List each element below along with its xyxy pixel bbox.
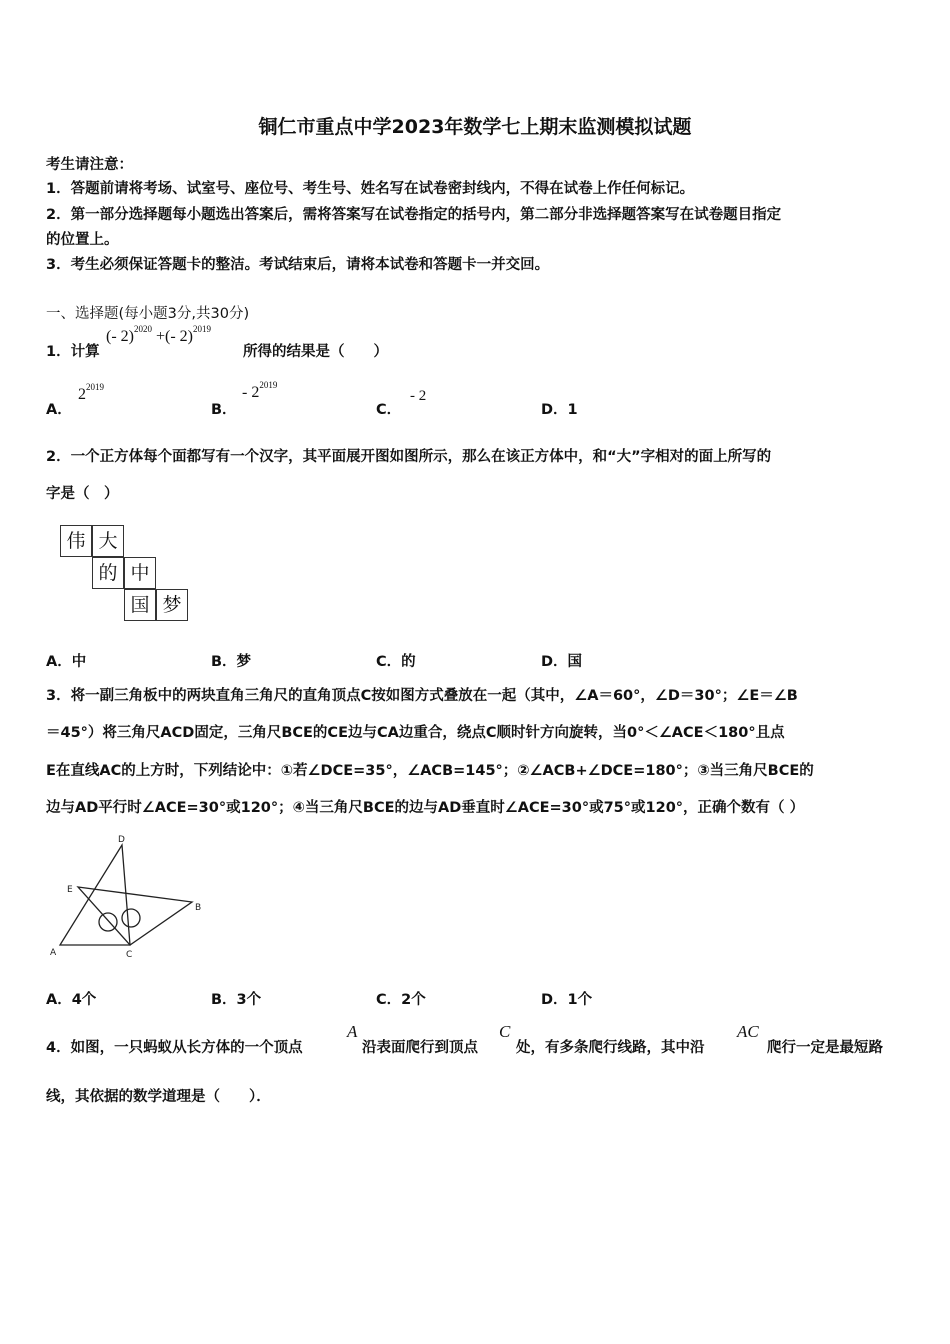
q1-option-a-label: A． (46, 402, 72, 418)
q3-option-d: D．1个 (541, 992, 593, 1008)
label-c: C (126, 950, 133, 960)
q1-expression (106, 324, 211, 346)
notice-heading: 考生请注意： (46, 157, 133, 173)
net-cell: 的 (92, 557, 124, 589)
q3-option-c: C．2个 (376, 992, 426, 1008)
q3-line-3: E在直线AC的上方时，下列结论中：①若∠DCE=35°，∠ACB=145°；②∠ACB+∠DCE=180°；③当三角尺BCE的 (46, 763, 814, 779)
page-title: 铜仁市重点中学2023年数学七上期末监测模拟试题 (258, 116, 692, 138)
angle-mark-1 (99, 913, 117, 931)
q1-option-b-value (242, 380, 278, 402)
q3-line-2: ＝45°）将三角尺ACD固定，三角尺BCE的CE边与CA边重合，绕点C顺时针方向旋转，当0°＜∠ACE＜180°且点 (46, 725, 785, 741)
net-cell: 国 (124, 589, 156, 621)
q4-line-2: 线，其依据的数学道理是（ ）． (46, 1089, 271, 1105)
label-a: A (50, 948, 57, 958)
q3-line-4: 边与AD平行时∠ACE=30°或120°；④当三角尺BCE的边与AD垂直时∠ACE=30°或75°或120°，正确个数有（ ） (46, 800, 805, 816)
q1-prefix: 1．计算 (46, 344, 100, 360)
q2-option-a: A．中 (46, 654, 87, 670)
q1-exp-b: 2019 (193, 324, 211, 334)
q1-exp-a: 2020 (133, 324, 152, 334)
q2-option-b: B．梦 (211, 654, 252, 670)
net-cell: 中 (124, 557, 156, 589)
q4-part-2: 沿表面爬行到顶点 (362, 1040, 478, 1056)
triangle-figure (40, 830, 220, 965)
section-heading: 一、选择题(每小题3分,共30分) (46, 306, 250, 322)
q4-point-a: A (347, 1022, 358, 1041)
net-cell: 伟 (60, 525, 92, 557)
q2-line-2: 字是（ ） (46, 486, 119, 502)
notice-line-3: 3．考生必须保证答题卡的整洁。考试结束后，请将本试卷和答题卡一并交回。 (46, 257, 550, 273)
q1-option-b-label: B． (211, 402, 237, 418)
q1-option-d: D．1 (541, 402, 578, 418)
angle-mark-2 (122, 909, 140, 927)
q4-segment-ac: AC (737, 1022, 759, 1041)
q1-option-c-label: C． (376, 402, 402, 418)
q2-option-c: C．的 (376, 654, 416, 670)
q3-line-1: 3．将一副三角板中的两块直角三角尺的直角顶点C按如图方式叠放在一起（其中，∠A＝60°，∠D＝30°；∠E＝∠B (46, 688, 798, 704)
q4-part-4: 爬行一定是最短路 (767, 1040, 883, 1056)
notice-line-2b: 的位置上。 (46, 232, 119, 248)
label-b: B (195, 903, 202, 913)
q2-line-1: 2．一个正方体每个面都写有一个汉字，其平面展开图如图所示，那么在该正方体中，和“大”字相对的面上所写的 (46, 449, 772, 465)
q1-option-a-base: 2 (78, 386, 86, 403)
q2-option-d: D．国 (541, 654, 583, 670)
q1-option-a-exp: 2019 (86, 382, 104, 392)
net-cell: 梦 (156, 589, 188, 621)
q1-plus: + (155, 328, 166, 345)
q1-suffix: 所得的结果是（ ） (243, 344, 388, 360)
q4-point-c: C (499, 1022, 511, 1041)
q1-option-b-base: - 2 (242, 384, 260, 401)
label-d: D (118, 835, 125, 845)
q1-option-c-value: - 2 (410, 388, 427, 404)
notice-line-2a: 2．第一部分选择题每小题选出答案后，需将答案写在试卷指定的括号内，第二部分非选择题答案写在试卷题目指定 (46, 207, 782, 223)
triangle-bce (78, 887, 192, 945)
q4-part-3: 处，有多条爬行线路，其中沿 (516, 1040, 705, 1056)
notice-line-1: 1．答题前请将考场、试室号、座位号、考生号、姓名写在试卷密封线内，不得在试卷上作任何标记。 (46, 181, 695, 197)
q4-part-1: 4．如图，一只蚂蚁从长方体的一个顶点 (46, 1040, 303, 1056)
q1-expr-b: (- 2) (165, 328, 193, 345)
label-e: E (67, 885, 73, 895)
net-cell: 大 (92, 525, 124, 557)
q1-option-a-value (78, 382, 104, 404)
q3-option-b: B．3个 (211, 992, 262, 1008)
triangle-acd (60, 845, 130, 945)
q3-option-a: A．4个 (46, 992, 97, 1008)
q1-expr-a: (- 2) (106, 328, 134, 345)
q1-option-b-exp: 2019 (259, 380, 278, 390)
